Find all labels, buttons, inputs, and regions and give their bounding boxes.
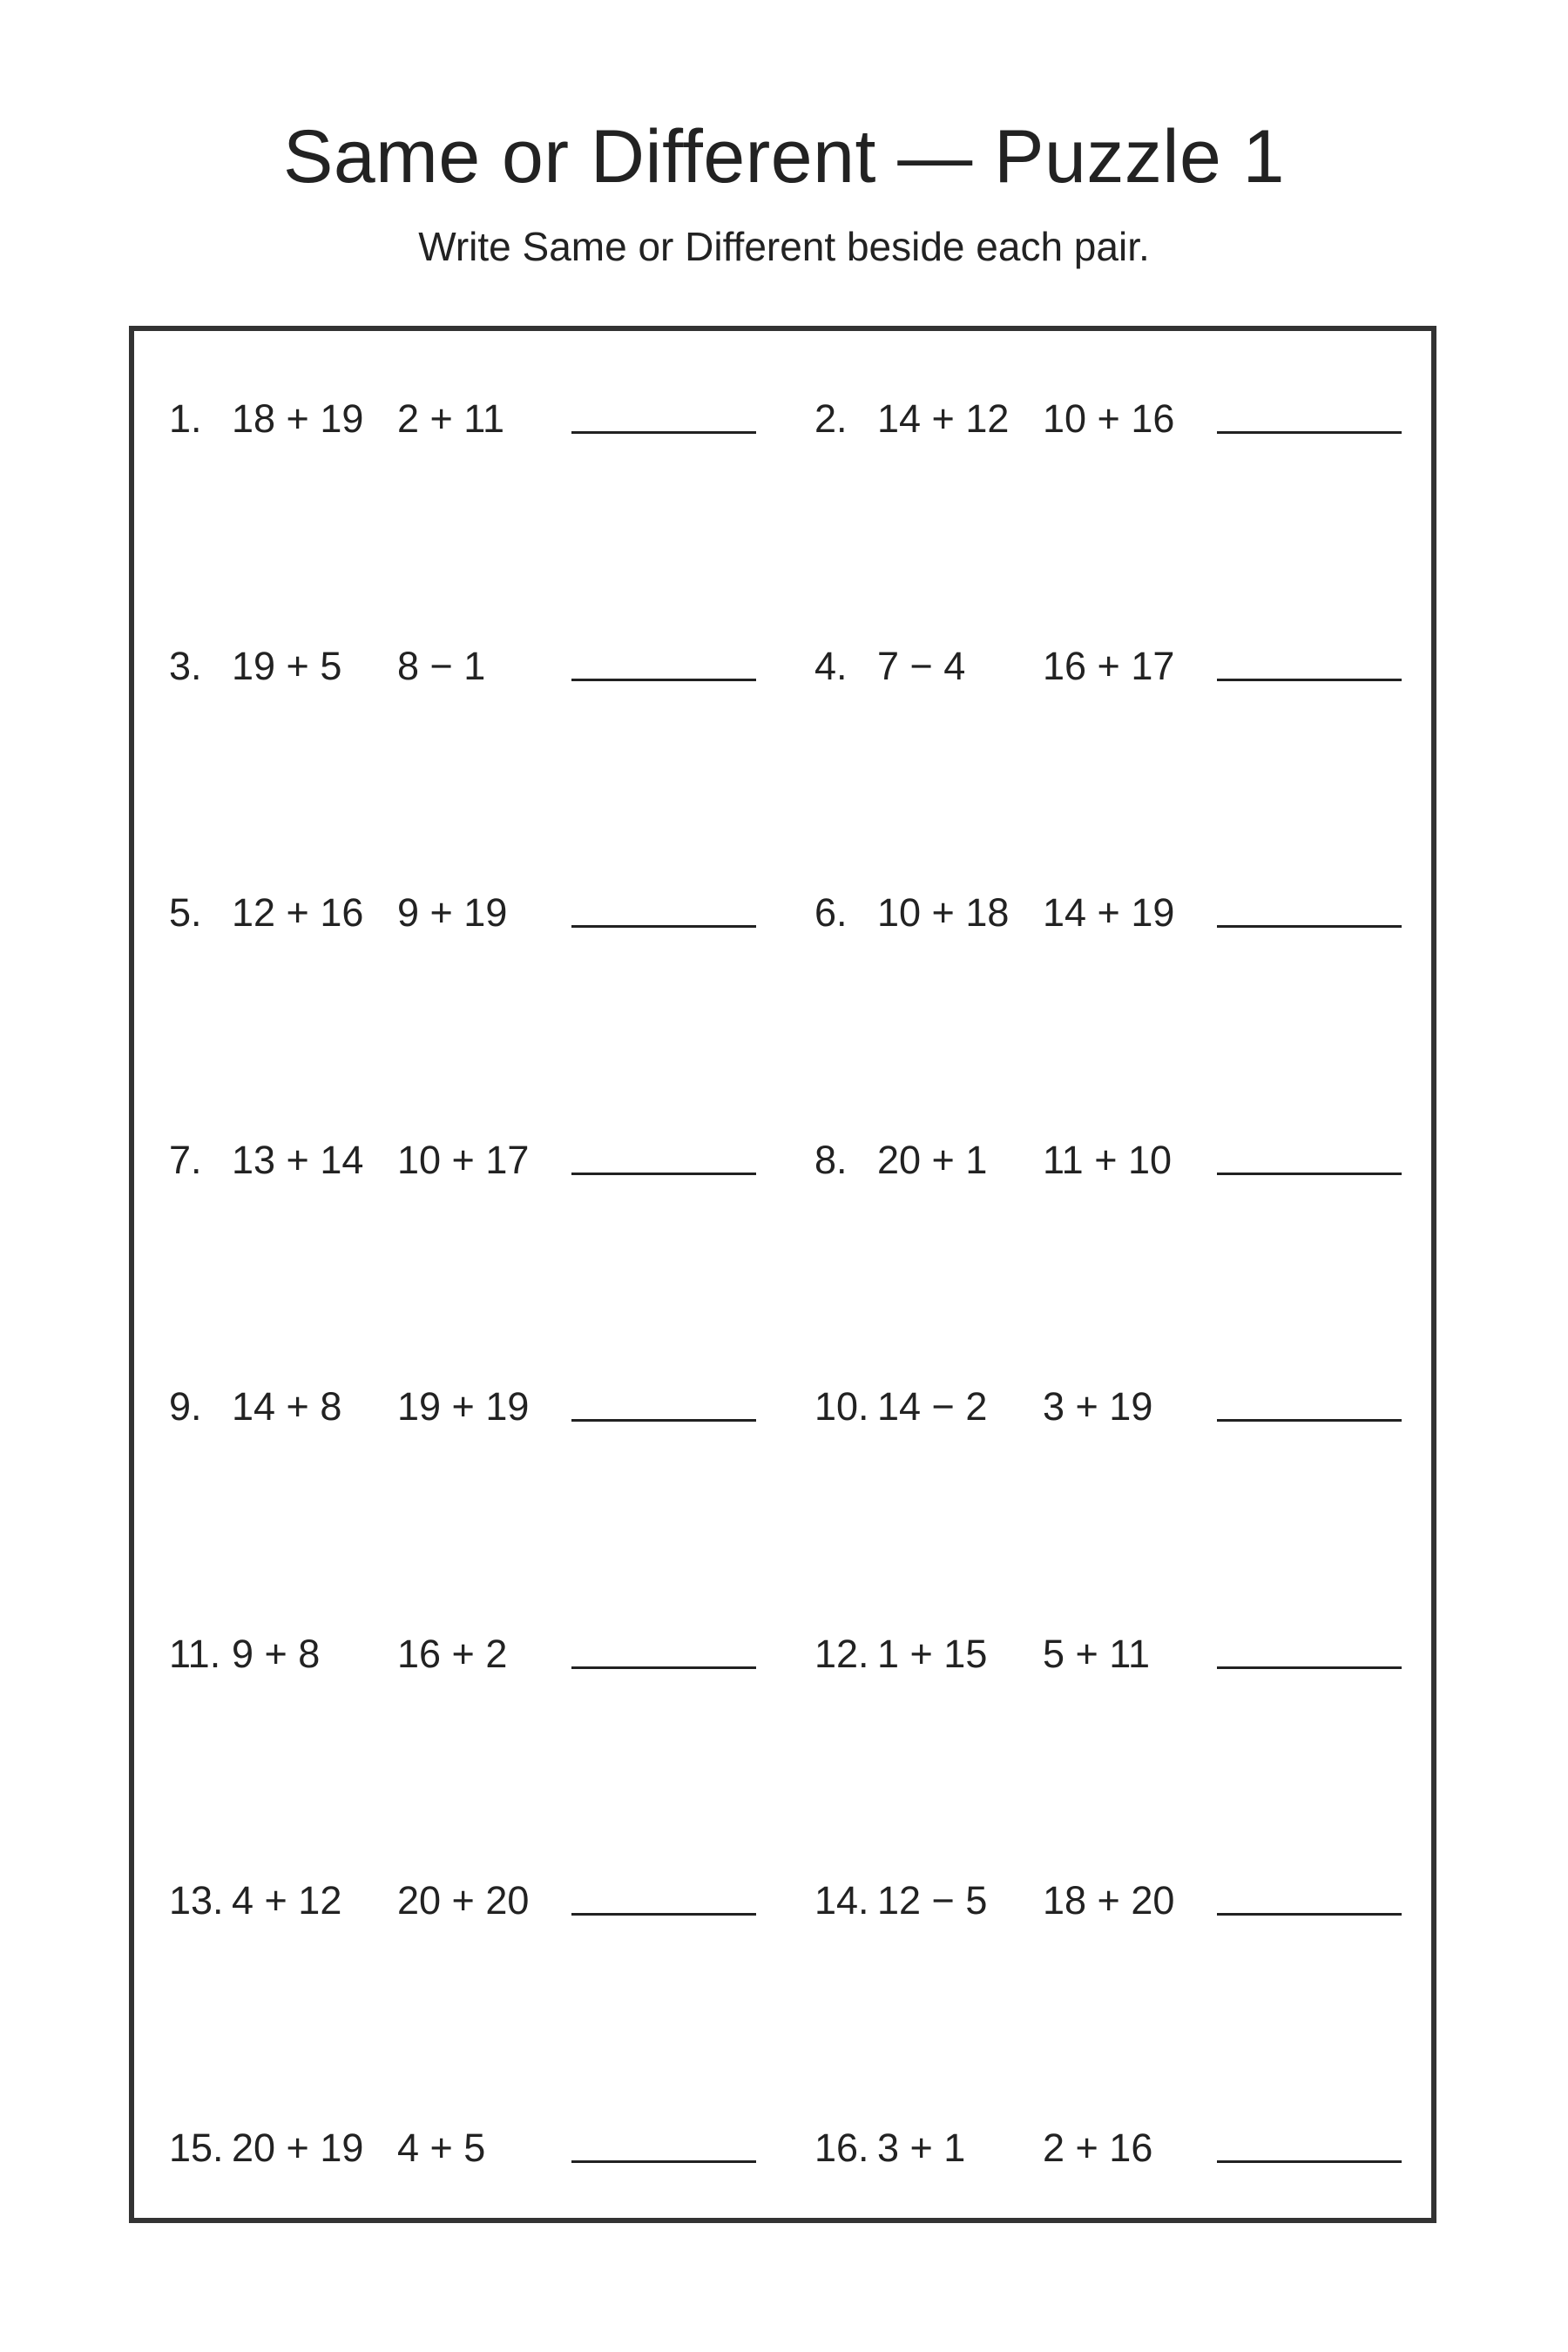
expression-left: 7 − 4 xyxy=(877,643,966,688)
expression-right: 19 + 19 xyxy=(397,1384,530,1429)
problem-number: 12. xyxy=(814,1631,869,1676)
expression-left: 14 + 8 xyxy=(232,1384,342,1429)
problem-item xyxy=(814,1381,1459,1450)
answer-blank[interactable] xyxy=(571,1419,756,1422)
answer-blank[interactable] xyxy=(1217,1666,1402,1669)
problem-number: 14. xyxy=(814,1878,869,1923)
answer-blank[interactable] xyxy=(1217,679,1402,681)
expression-right: 8 − 1 xyxy=(397,643,486,688)
problem-item xyxy=(814,640,1459,710)
answer-blank[interactable] xyxy=(1217,1173,1402,1175)
problem-number: 16. xyxy=(814,2125,869,2170)
problem-number: 2. xyxy=(814,396,848,441)
problem-number: 8. xyxy=(814,1137,848,1182)
problem-number: 3. xyxy=(169,643,202,688)
expression-right: 14 + 19 xyxy=(1043,890,1175,935)
problem-item xyxy=(169,2122,814,2192)
expression-right: 5 + 11 xyxy=(1043,1631,1151,1676)
problem-number: 10. xyxy=(814,1384,869,1429)
expression-left: 19 + 5 xyxy=(232,643,342,688)
problem-number: 15. xyxy=(169,2125,224,2170)
worksheet-instructions: Write Same or Different beside each pair. xyxy=(418,224,1150,269)
answer-blank[interactable] xyxy=(1217,431,1402,434)
expression-left: 12 + 16 xyxy=(232,890,364,935)
problem-item xyxy=(169,1381,814,1450)
problem-item xyxy=(814,1134,1459,1204)
expression-left: 13 + 14 xyxy=(232,1137,364,1182)
problem-number: 13. xyxy=(169,1878,224,1923)
expression-left: 20 + 1 xyxy=(877,1137,988,1182)
problem-item xyxy=(169,640,814,710)
problems-box xyxy=(129,326,1436,2223)
expression-left: 12 − 5 xyxy=(877,1878,988,1923)
expression-right: 18 + 20 xyxy=(1043,1878,1175,1923)
problem-item xyxy=(169,393,814,463)
expression-left: 4 + 12 xyxy=(232,1878,342,1923)
expression-right: 10 + 17 xyxy=(397,1137,530,1182)
problem-item xyxy=(169,1134,814,1204)
answer-blank[interactable] xyxy=(571,679,756,681)
expression-left: 1 + 15 xyxy=(877,1631,988,1676)
expression-right: 11 + 10 xyxy=(1043,1137,1173,1182)
expression-right: 4 + 5 xyxy=(397,2125,486,2170)
answer-blank[interactable] xyxy=(1217,1419,1402,1422)
answer-blank[interactable] xyxy=(571,431,756,434)
problem-item xyxy=(169,1875,814,1944)
answer-blank[interactable] xyxy=(571,1913,756,1916)
problem-number: 1. xyxy=(169,396,202,441)
problem-number: 7. xyxy=(169,1137,202,1182)
problem-item xyxy=(169,887,814,956)
expression-right: 3 + 19 xyxy=(1043,1384,1153,1429)
expression-left: 18 + 19 xyxy=(232,396,364,441)
expression-right: 16 + 2 xyxy=(397,1631,508,1676)
expression-right: 10 + 16 xyxy=(1043,396,1175,441)
expression-left: 14 + 12 xyxy=(877,396,1010,441)
answer-blank[interactable] xyxy=(571,1173,756,1175)
problem-item xyxy=(169,1628,814,1698)
problem-item xyxy=(814,887,1459,956)
answer-blank[interactable] xyxy=(571,2160,756,2163)
problem-number: 4. xyxy=(814,643,848,688)
problem-item xyxy=(814,1875,1459,1944)
worksheet-title: Same or Different — Puzzle 1 xyxy=(282,115,1285,199)
problem-item xyxy=(814,393,1459,463)
expression-right: 9 + 19 xyxy=(397,890,508,935)
expression-left: 20 + 19 xyxy=(232,2125,364,2170)
problem-item xyxy=(814,2122,1459,2192)
problem-number: 6. xyxy=(814,890,848,935)
answer-blank[interactable] xyxy=(1217,2160,1402,2163)
answer-blank[interactable] xyxy=(571,925,756,928)
expression-left: 3 + 1 xyxy=(877,2125,966,2170)
problem-item xyxy=(814,1628,1459,1698)
problem-number: 9. xyxy=(169,1384,202,1429)
expression-left: 10 + 18 xyxy=(877,890,1010,935)
answer-blank[interactable] xyxy=(571,1666,756,1669)
expression-right: 20 + 20 xyxy=(397,1878,530,1923)
expression-right: 2 + 16 xyxy=(1043,2125,1153,2170)
expression-right: 16 + 17 xyxy=(1043,643,1175,688)
expression-left: 14 − 2 xyxy=(877,1384,988,1429)
problem-number: 5. xyxy=(169,890,202,935)
answer-blank[interactable] xyxy=(1217,925,1402,928)
expression-right: 2 + 11 xyxy=(397,396,505,441)
answer-blank[interactable] xyxy=(1217,1913,1402,1916)
expression-left: 9 + 8 xyxy=(232,1631,321,1676)
problem-number: 11. xyxy=(169,1631,221,1676)
